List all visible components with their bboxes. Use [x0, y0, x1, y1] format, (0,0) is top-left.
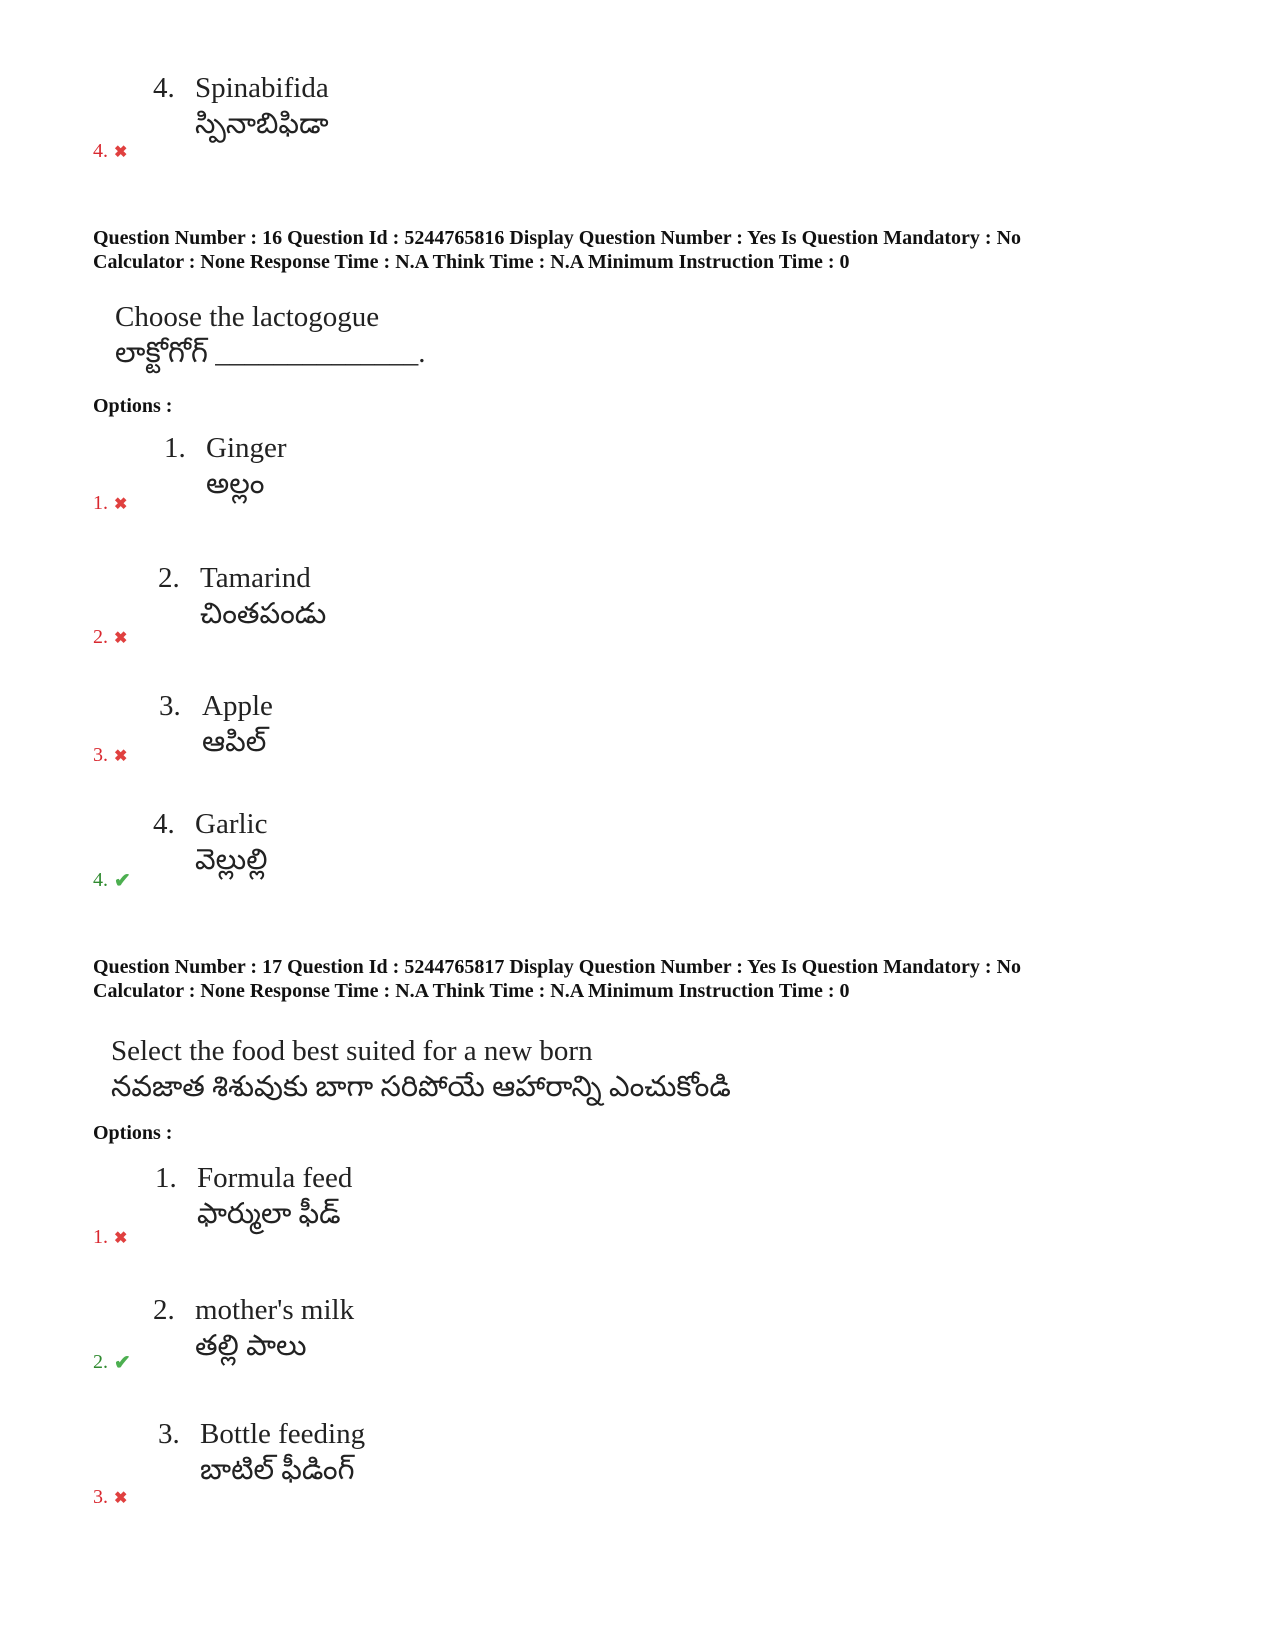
option-number: 2. [158, 562, 180, 594]
cross-icon: ✖ [114, 747, 128, 765]
option-text-te: అల్లం [206, 468, 265, 500]
option-text-te: తల్లి పాలు [195, 1330, 307, 1362]
option-mark-label: 2. [93, 1351, 108, 1373]
option-mark [93, 140, 127, 163]
question-text-te: లాక్టోగోగ్ ______________. [115, 337, 426, 369]
option-number: 4. [153, 72, 175, 104]
option-number: 1. [164, 432, 186, 464]
question-meta-line1: Question Number : 16 Question Id : 5244765816 Display Question Number : Yes Is Question Mandatory : No [93, 227, 1022, 249]
option-text-te: ఆపిల్ [202, 726, 267, 758]
option-mark [93, 1226, 127, 1249]
option-mark-label: 2. [93, 626, 108, 648]
question-meta-line2: Calculator : None Response Time : N.A Think Time : N.A Minimum Instruction Time : 0 [93, 251, 850, 273]
option-text-en: mother's milk [195, 1294, 355, 1326]
question-text-te: నవజాత శిశువుకు బాగా సరిపోయే ఆహారాన్ని ఎంచుకోండి [111, 1071, 731, 1103]
options-label: Options : [93, 395, 173, 417]
question-meta-line2: Calculator : None Response Time : N.A Think Time : N.A Minimum Instruction Time : 0 [93, 980, 850, 1002]
option-mark [93, 744, 127, 767]
option-text-en: Bottle feeding [200, 1418, 366, 1450]
option-mark [93, 1350, 131, 1375]
option-text-te: బాటిల్ ఫీడింగ్ [200, 1454, 355, 1486]
question-text-en: Select the food best suited for a new born [111, 1035, 593, 1067]
option-text-en: Ginger [206, 432, 287, 464]
option-number: 2. [153, 1294, 175, 1326]
option-text-te: వెల్లుల్లి [195, 844, 268, 876]
option-text-en: Garlic [195, 808, 268, 840]
check-icon: ✔ [114, 1352, 131, 1374]
option-number: 3. [158, 1418, 180, 1450]
option-text-te: చింతపండు [200, 598, 327, 630]
check-icon: ✔ [114, 870, 131, 892]
cross-icon: ✖ [114, 495, 128, 513]
option-mark-label: 3. [93, 1486, 108, 1508]
option-mark [93, 492, 127, 515]
cross-icon: ✖ [114, 629, 128, 647]
cross-icon: ✖ [114, 143, 128, 161]
option-mark [93, 1486, 127, 1509]
option-text-en: Tamarind [200, 562, 311, 594]
cross-icon: ✖ [114, 1489, 128, 1507]
option-text-en: Apple [202, 690, 273, 722]
option-text-te: స్పినాబిఫిడా [195, 108, 329, 140]
question-text-en: Choose the lactogogue [115, 301, 380, 333]
option-mark-label: 1. [93, 492, 108, 514]
option-text-te: ఫార్ములా ఫీడ్ [197, 1198, 341, 1230]
option-mark-label: 4. [93, 869, 108, 891]
option-text-en: Formula feed [197, 1162, 353, 1194]
option-number: 1. [155, 1162, 177, 1194]
option-mark-label: 1. [93, 1226, 108, 1248]
question-meta-line1: Question Number : 17 Question Id : 5244765817 Display Question Number : Yes Is Question Mandatory : No [93, 956, 1022, 978]
cross-icon: ✖ [114, 1229, 128, 1247]
option-number: 4. [153, 808, 175, 840]
option-mark-label: 3. [93, 744, 108, 766]
option-mark [93, 626, 127, 649]
options-label: Options : [93, 1122, 173, 1144]
option-mark [93, 868, 131, 893]
option-mark-label: 4. [93, 140, 108, 162]
option-number: 3. [159, 690, 181, 722]
option-text-en: Spinabifida [195, 72, 329, 104]
